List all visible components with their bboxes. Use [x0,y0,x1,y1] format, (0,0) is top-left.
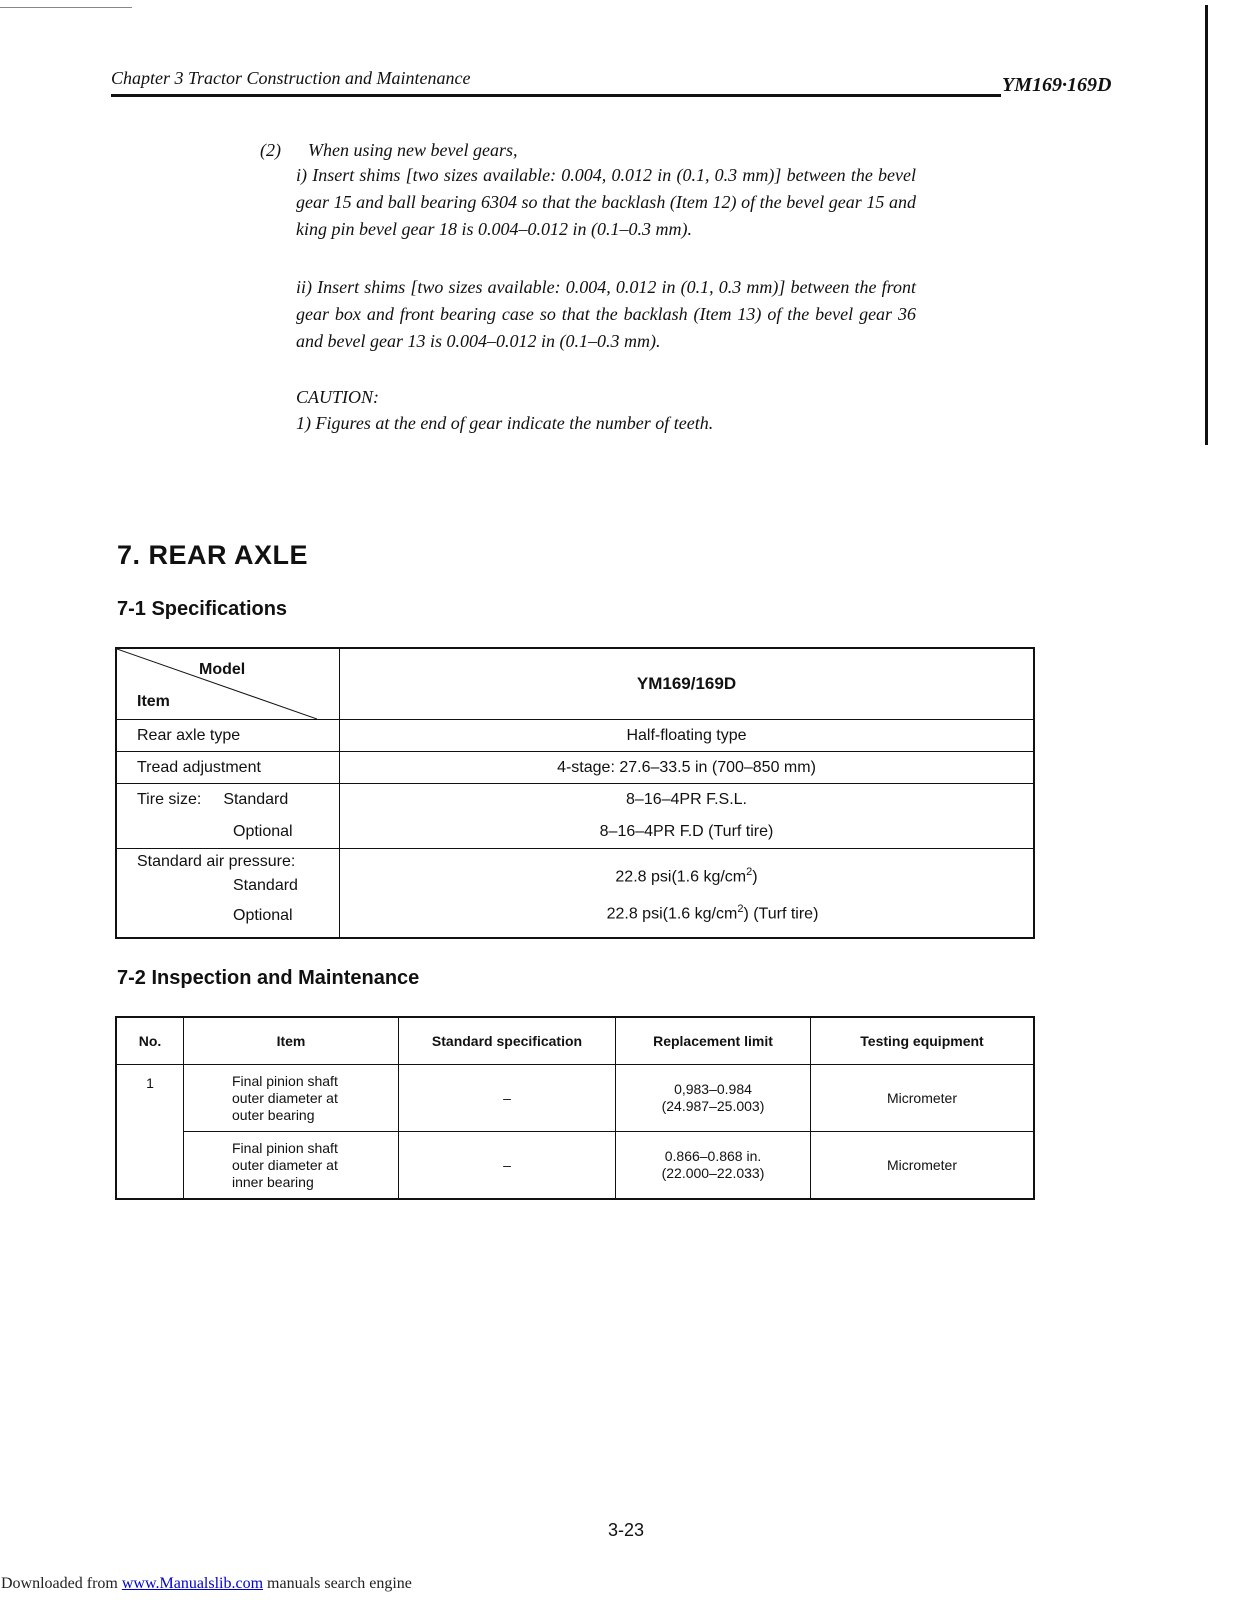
tire-size-values [340,784,1035,849]
row-equipment: Micrometer [811,1132,1035,1200]
air-optional-label: Optional [233,907,293,924]
row-equipment: Micrometer [811,1065,1035,1132]
item-2-text: When using new bevel gears, [308,140,518,160]
paragraph-ii: ii) Insert shims [two sizes available: 0.004, 0.012 in (0.1, 0.3 mm)] between the front gear box and front bearing case so that the backlash (Item 13) of the bevel gear 36 and bevel gear 13 is 0.004–0.012 in (0.1–0.3 mm). [296,277,916,351]
tire-standard-value: 8–16–4PR F.S.L. [626,791,747,808]
header-corner-cell [116,648,340,720]
binding-edge-rule [1205,5,1208,445]
col-header-item: Item [184,1017,399,1065]
air-pressure-values [340,849,1035,939]
tire-label: Tire size: [137,791,202,808]
caution-text: 1) Figures at the end of gear indicate the number of teeth. [296,413,714,433]
row-item: Final pinion shaft outer diameter at outer bearing [184,1065,399,1132]
table-row [116,648,1034,720]
header-item-label: Item [137,693,170,710]
subsection-specifications: 7-1 Specifications [117,598,288,620]
item-2-label: (2) [260,140,281,160]
air-standard-value: 22.8 psi(1.6 $kg/cm^2$) [615,865,758,885]
tire-size-cell [116,784,340,849]
row-standard: – [399,1132,616,1200]
table-row [116,720,1034,752]
rear-axle-label: Rear axle type [116,720,340,752]
caution-label: CAUTION: [296,387,380,407]
tread-label: Tread adjustment [116,752,340,784]
table-row [116,1132,1034,1200]
footer-prefix: Downloaded from [1,1575,122,1592]
air-standard-label: Standard [233,877,298,894]
col-header-no: No. [116,1017,184,1065]
air-pressure-cell [116,849,340,939]
table-row [116,784,1034,849]
table-row [116,1065,1034,1132]
row-item: Final pinion shaft outer diameter at inner bearing [184,1132,399,1200]
table-row [116,849,1034,939]
tread-value: 4-stage: 27.6–33.5 in (700–850 mm) [340,752,1035,784]
footer [1,1575,412,1593]
row-number: 1 [116,1065,184,1200]
specifications-table [115,647,1035,939]
rear-axle-value: Half-floating type [340,720,1035,752]
tire-optional-value: 8–16–4PR F.D (Turf tire) [599,823,774,840]
chapter-header: Chapter 3 Tractor Construction and Maintenance [111,68,471,88]
paragraph-i: i) Insert shims [two sizes available: 0.004, 0.012 in (0.1, 0.3 mm)] between the bevel gear 15 and ball bearing 6304 so that the backlash (Item 12) of the bevel gear 15 and king pin bevel gear 18 is 0.004–0.012 in (0.1–0.3 mm). [296,165,916,239]
row-limit: 0,983–0.984 (24.987–25.003) [616,1065,811,1132]
col-header-limit: Replacement limit [616,1017,811,1065]
col-header-standard: Standard specification [399,1017,616,1065]
row-limit: 0.866–0.868 in. (22.000–22.033) [616,1132,811,1200]
table-row [116,752,1034,784]
footer-link[interactable]: www.Manualslib.com [121,1575,264,1592]
tire-optional-label: Optional [233,823,293,840]
tire-standard-label: Standard [223,791,289,808]
footer-suffix: manuals search engine [263,1575,412,1592]
air-label: Standard air pressure: [137,853,296,870]
header-rule [111,94,1001,97]
air-optional-value: 22.8 psi(1.6 $kg/cm^2$) (Turf tire) [606,903,819,923]
table-header-row [116,1017,1034,1065]
row-standard: – [399,1065,616,1132]
page-number: 3-23 [608,1520,645,1540]
model-value: YM169/169D [340,648,1035,720]
model-header: YM169·169D [1002,74,1112,96]
col-header-equipment: Testing equipment [811,1017,1035,1065]
section-title: 7. REAR AXLE [117,540,309,570]
header-model-label: Model [199,661,246,678]
subsection-inspection: 7-2 Inspection and Maintenance [117,967,420,989]
inspection-table [115,1016,1035,1200]
top-edge-line [0,7,132,8]
